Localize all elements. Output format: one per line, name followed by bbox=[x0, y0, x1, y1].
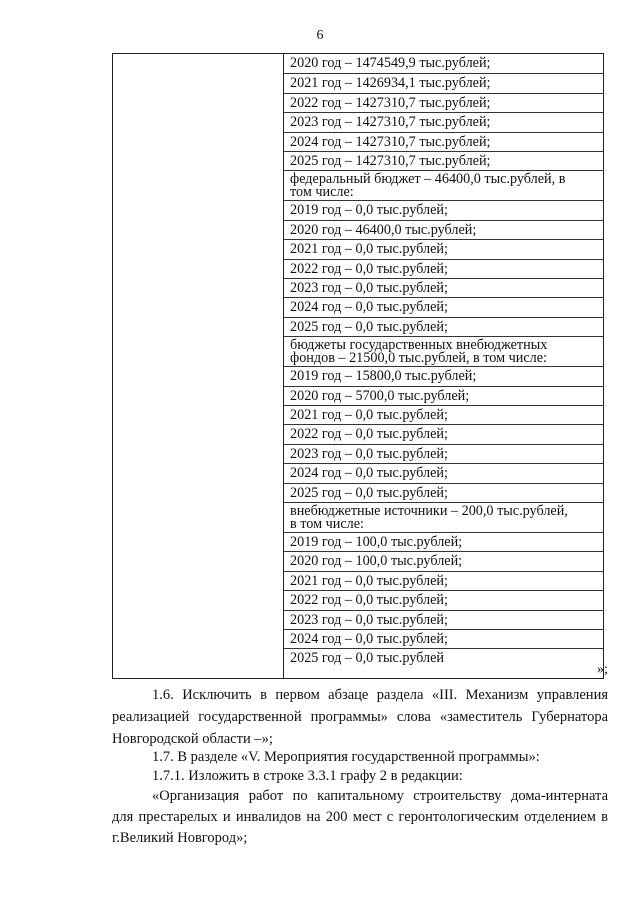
table-row bbox=[284, 200, 603, 219]
table-row bbox=[284, 297, 603, 316]
row-text: 2021 год – 0,0 тыс.рублей; bbox=[290, 407, 448, 423]
table-row bbox=[284, 132, 603, 151]
table-row bbox=[284, 317, 603, 336]
page-number: 6 bbox=[316, 28, 324, 43]
row-text: внебюджетные источники – 200,0 тыс.рублей, bbox=[290, 503, 568, 519]
row-text: 2025 год – 1427310,7 тыс.рублей; bbox=[290, 153, 491, 169]
table-row bbox=[284, 424, 603, 443]
table-row bbox=[284, 386, 603, 405]
row-text: 2019 год – 0,0 тыс.рублей; bbox=[290, 202, 448, 219]
row-text: 2020 год – 100,0 тыс.рублей; bbox=[290, 553, 463, 570]
table-row bbox=[284, 590, 603, 609]
table-row bbox=[284, 259, 603, 278]
table-row bbox=[284, 648, 603, 667]
paragraph-1-6-line-3: Новгородской области –»; bbox=[112, 731, 273, 747]
paragraph-1-7: 1.7. В разделе «V. Мероприятия государственной программы»: bbox=[152, 749, 540, 765]
row-text: федеральный бюджет – 46400,0 тыс.рублей, в bbox=[290, 171, 566, 188]
table-row bbox=[284, 93, 603, 112]
paragraph-quote-line-2: для престарелых и инвалидов на 200 мест с геронтологическим отделением в bbox=[112, 809, 608, 825]
paragraph-1-6-line-1: 1.6. Исключить в первом абзаце раздела «III. Механизм управления bbox=[152, 687, 608, 703]
table-row bbox=[284, 54, 603, 73]
row-text: 2021 год – 1426934,1 тыс.рублей; bbox=[290, 75, 491, 92]
row-text: том числе: bbox=[290, 184, 354, 201]
row-text: 2023 год – 1427310,7 тыс.рублей; bbox=[290, 114, 491, 131]
table-row bbox=[284, 502, 603, 532]
row-text: 2025 год – 0,0 тыс.рублей; bbox=[290, 484, 448, 501]
row-text: 2021 год – 0,0 тыс.рублей; bbox=[290, 241, 448, 258]
paragraph-1-6-line-2: реализацией государственной программы» слова «заместитель Губернатора bbox=[112, 709, 608, 725]
row-text: 2023 год – 0,0 тыс.рублей; bbox=[290, 445, 448, 462]
row-text: 2025 год – 0,0 тыс.рублей; bbox=[290, 318, 448, 335]
table-row bbox=[284, 551, 603, 570]
row-text: 2024 год – 0,0 тыс.рублей; bbox=[290, 465, 448, 482]
row-text: бюджеты государственных внебюджетных bbox=[290, 337, 548, 354]
table-row bbox=[284, 571, 603, 590]
row-text: 2023 год – 0,0 тыс.рублей; bbox=[290, 280, 448, 296]
table-row bbox=[284, 483, 603, 502]
row-text: 2022 год – 0,0 тыс.рублей; bbox=[290, 426, 448, 443]
row-text: 2019 год – 100,0 тыс.рублей; bbox=[290, 534, 463, 550]
row-text: 2022 год – 0,0 тыс.рублей; bbox=[290, 260, 448, 277]
row-text: 2024 год – 1427310,7 тыс.рублей; bbox=[290, 133, 491, 150]
table-row bbox=[284, 463, 603, 482]
table-row bbox=[284, 73, 603, 92]
table-row bbox=[284, 220, 603, 239]
table-row bbox=[284, 366, 603, 385]
table-row bbox=[284, 112, 603, 131]
row-text: 2024 год – 0,0 тыс.рублей; bbox=[290, 299, 448, 316]
row-text: в том числе: bbox=[290, 516, 364, 532]
table-row bbox=[284, 405, 603, 424]
table-row bbox=[284, 336, 603, 366]
table-row bbox=[284, 278, 603, 297]
row-text: 2023 год – 0,0 тыс.рублей; bbox=[290, 611, 448, 628]
closing-quote: »; bbox=[597, 662, 608, 677]
row-text: фондов – 21500,0 тыс.рублей, в том числе: bbox=[290, 350, 548, 367]
paragraph-quote-line-1: «Организация работ по капитальному строительству дома-интерната bbox=[152, 788, 608, 804]
table-row bbox=[284, 610, 603, 629]
row-text: 2022 год – 0,0 тыс.рублей; bbox=[290, 592, 448, 609]
table-row bbox=[284, 239, 603, 258]
table-row bbox=[284, 629, 603, 648]
row-text: 2020 год – 46400,0 тыс.рублей; bbox=[290, 221, 477, 238]
paragraph-quote-line-3: г.Великий Новгород»; bbox=[112, 830, 248, 846]
row-text: 2022 год – 1427310,7 тыс.рублей; bbox=[290, 94, 491, 111]
table-row bbox=[284, 151, 603, 170]
row-text: 2021 год – 0,0 тыс.рублей; bbox=[290, 572, 448, 589]
row-text: 2025 год – 0,0 тыс.рублей bbox=[290, 650, 444, 667]
row-text: 2019 год – 15800,0 тыс.рублей; bbox=[290, 368, 477, 385]
row-text: 2024 год – 0,0 тыс.рублей; bbox=[290, 631, 448, 647]
table-row bbox=[284, 170, 603, 200]
table-row bbox=[284, 444, 603, 463]
funding-table bbox=[112, 53, 604, 679]
paragraph-1-7-1: 1.7.1. Изложить в строке 3.3.1 графу 2 в редакции: bbox=[152, 768, 463, 784]
row-text: 2020 год – 5700,0 тыс.рублей; bbox=[290, 387, 470, 404]
row-text: 2020 год – 1474549,9 тыс.рублей; bbox=[290, 55, 491, 71]
table-row bbox=[284, 532, 603, 551]
